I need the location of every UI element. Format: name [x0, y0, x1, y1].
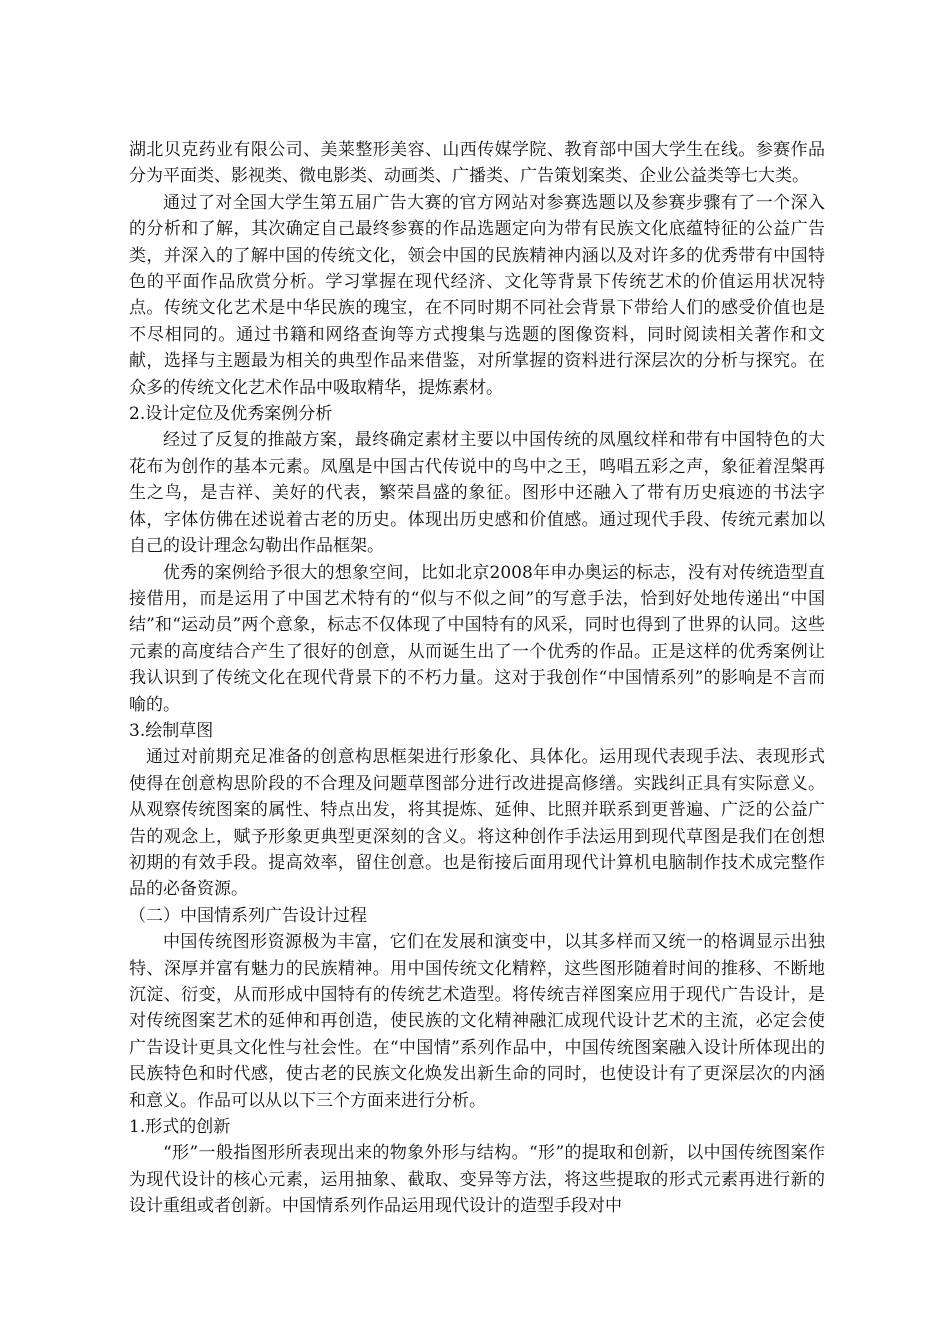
heading-design-process: （二）中国情系列广告设计过程	[129, 905, 367, 926]
paragraph-case-study: 优秀的案例给予很大的想象空间，比如北京2008年申办奥运的标志，没有对传统造型直接借用，而是运用了中国艺术特有的“似与不似之间”的写意手法，恰到好处地传递出“中国结”和“运动员”两个意象，标志不仅体现了中国特有的风采，同时也得到了世界的认同。这些元素的高度结合产生了很好的创意，从而诞生出了一个优秀的作品。正是这样的优秀案例让我认识到了传统文化在现代背景下的不朽力量。这对于我创作“中国情系列”的影响是不言而喻的。	[129, 562, 825, 715]
paragraph-materials: 经过了反复的推敲方案，最终确定素材主要以中国传统的凤凰纹样和带有中国特色的大花布为创作的基本元素。凤凰是中国古代传说中的鸟中之王，鸣唱五彩之声，象征着涅槃再生之鸟，是吉祥、美好的代表，繁荣昌盛的象征。图形中还融入了带有历史痕迹的书法字体，字体仿佛在述说着古老的历史。体现出历史感和价值感。通过现代手段、传统元素加以自己的设计理念勾勒出作品框架。	[129, 430, 825, 557]
document-body	[129, 137, 825, 1220]
paragraph-entities: 湖北贝克药业有限公司、美莱整形美容、山西传媒学院、教育部中国大学生在线。参赛作品分为平面类、影视类、微电影类、动画类、广播类、广告策划案类、企业公益类等七大类。	[129, 140, 825, 187]
paragraph-form: “形”一般指图形所表现出来的物象外形与结构。“形”的提取和创新，以中国传统图案作为现代设计的核心元素，运用抽象、截取、变异等方法，将这些提取的形式元素再进行新的设计重组或者创新。中国情系列作品运用现代设计的造型手段对中	[129, 1143, 825, 1217]
paragraph-research: 通过了对全国大学生第五届广告大赛的官方网站对参赛选题以及参赛步骤有了一个深入的分析和了解，其次确定自己最终参赛的作品选题定向为带有民族文化底蕴特征的公益广告类，并深入的了解中国的传统文化，领会中国的民族精神内涵以及对许多的优秀带有中国特色的平面作品欣赏分析。学习掌握在现代经济、文化等背景下传统艺术的价值运用状况特点。传统文化艺术是中华民族的瑰宝，在不同时期不同社会背景下带给人们的感受价值也是不尽相同的。通过书籍和网络查询等方式搜集与选题的图像资料，同时阅读相关著作和文献，选择与主题最为相关的典型作品来借鉴，对所掌握的资料进行深层次的分析与探究。在众多的传统文化艺术作品中吸取精华，提炼素材。	[129, 192, 825, 398]
heading-form-innovation: 1.形式的创新	[129, 1117, 231, 1138]
paragraph-sketch: 通过对前期充足准备的创意构思框架进行形象化、具体化。运用现代表现手法、表现形式使得在创意构思阶段的不合理及问题草图部分进行改进提高修缮。实践纠正具有实际意义。从观察传统图案的属性、特点出发，将其提炼、延伸、比照并联系到更普遍、广泛的公益广告的观念上，赋予形象更典型更深刻的含义。将这种创作手法运用到现代草图是我们在创想初期的有效手段。提高效率，留住创意。也是衔接后面用现代计算机电脑制作技术成完整作品的必备资源。	[129, 747, 825, 900]
paragraph-traditional-graphics: 中国传统图形资源极为丰富，它们在发展和演变中，以其多样而又统一的格调显示出独特、深厚并富有魅力的民族精神。用中国传统文化精粹，这些图形随着时间的推移、不断地沉淀、衍变，从而形成中国特有的传统艺术造型。将传统吉祥图案应用于现代广告设计，是对传统图案艺术的延伸和再创造，使民族的文化精神融汇成现代设计艺术的主流，必定会使广告设计更具文化性与社会性。在“中国情”系列作品中，中国传统图案融入设计所体现出的民族特色和时代感，使古老的民族文化焕发出新生命的同时，也使设计有了更深层次的内涵和意义。作品可以从以下三个方面来进行分析。	[129, 932, 825, 1111]
heading-sketch: 3.绘制草图	[129, 720, 214, 741]
heading-design-positioning: 2.设计定位及优秀案例分析	[129, 404, 333, 425]
